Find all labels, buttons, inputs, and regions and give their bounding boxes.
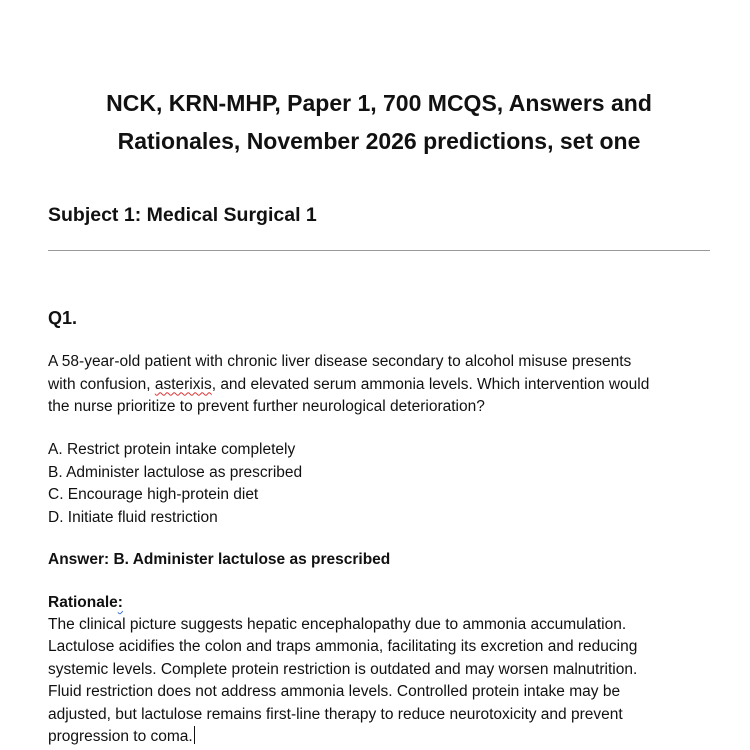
spellcheck-flagged-word[interactable]: asterixis — [154, 375, 212, 393]
option-c: C. Encourage high-protein diet — [48, 486, 259, 504]
stem-line-2-end: , and elevated serum ammonia levels. Which intervention would — [211, 375, 650, 393]
title-line-2: Rationales, November 2026 predictions, set one — [117, 128, 641, 154]
rationale-line-3: systemic levels. Complete protein restriction is outdated and may worsen malnutrition. — [48, 660, 638, 678]
rationale-label-text: Rationale — [48, 594, 118, 611]
question-number: Q1. — [48, 308, 78, 328]
rationale-line-4: Fluid restriction does not address ammonia levels. Controlled protein intake may be — [48, 683, 621, 701]
rationale-line-5: adjusted, but lactulose remains first-line therapy to reduce neurotoxicity and prevent — [48, 705, 623, 723]
answer-options — [48, 439, 302, 530]
question-stem — [48, 351, 710, 419]
title-line-1: NCK, KRN-MHP, Paper 1, 700 MCQS, Answers and — [106, 90, 652, 116]
stem-line-1: A 58-year-old patient with chronic liver disease secondary to alcohol misuse presents — [48, 353, 632, 370]
rationale-heading — [48, 592, 123, 614]
option-a: A. Restrict protein intake completely — [48, 441, 296, 458]
horizontal-rule — [48, 250, 710, 251]
rationale-line-6-wrap — [48, 726, 710, 748]
text-cursor — [194, 726, 195, 744]
rationale-line-2: Lactulose acidifies the colon and traps ammonia, facilitating its excretion and reducing — [48, 638, 638, 656]
rationale-body[interactable] — [48, 614, 710, 748]
option-b: B. Administer lactulose as prescribed — [48, 463, 303, 481]
rationale-line-6: progression to coma. — [48, 728, 193, 746]
stem-line-3: the nurse prioritize to prevent further neurological deterioration? — [48, 398, 485, 416]
subject-heading: Subject 1: Medical Surgical 1 — [48, 204, 317, 226]
option-d: D. Initiate fluid restriction — [48, 509, 218, 527]
stem-line-2 — [48, 374, 710, 397]
answer-line: Answer: B. Administer lactulose as prescribed — [48, 551, 391, 568]
rationale-line-1: The clinical picture suggests hepatic encephalopathy due to ammonia accumulation. — [48, 616, 627, 633]
grammar-flagged-colon[interactable]: : — [117, 594, 123, 611]
document-title — [48, 84, 710, 160]
stem-line-2-start: with confusion, — [48, 375, 155, 393]
